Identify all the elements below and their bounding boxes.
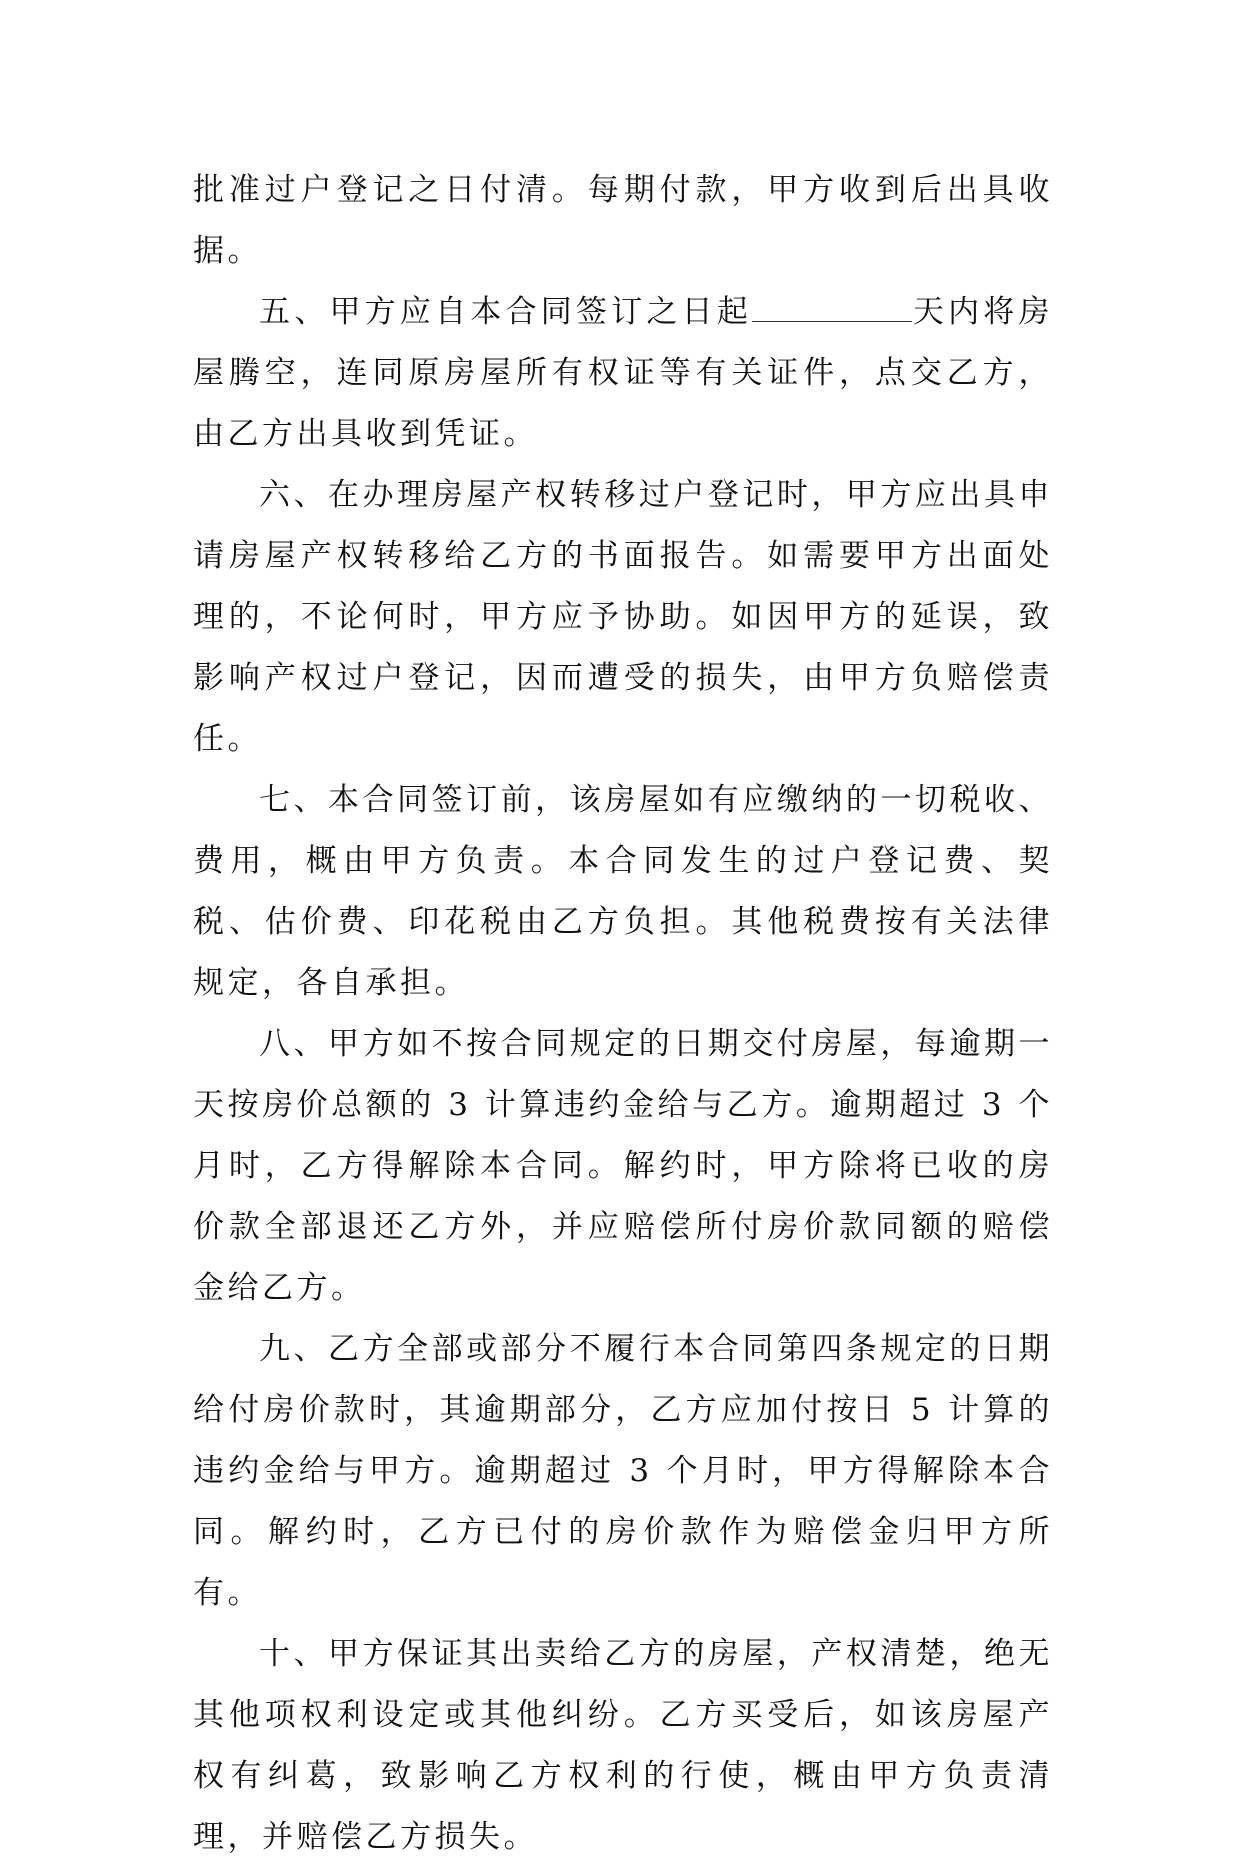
article-5-text-after: 天内将房屋腾空，连同原房屋所有权证等有关证件，点交乙方，由乙方出具收到凭证。 bbox=[193, 294, 1054, 452]
paragraph-article-10: 十、甲方保证其出卖给乙方的房屋，产权清楚，绝无其他项权利设定或其他纠纷。乙方买受后，如该房屋产权有纠葛，致影响乙方权利的行使，概由甲方负责清理，并赔偿乙方损失。 bbox=[193, 1636, 1053, 1855]
paragraph-article-6: 六、在办理房屋产权转移过户登记时，甲方应出具申请房屋产权转移给乙方的书面报告。如需要甲方出面处理的，不论何时，甲方应予协助。如因甲方的延误，致影响产权过户登记，因而遭受的损失，由甲方负赔偿责任。 bbox=[193, 477, 1053, 757]
paragraph-continuation: 批准过户登记之日付清。每期付款，甲方收到后出具收据。 bbox=[193, 172, 1053, 269]
paragraph-article-7: 七、本合同签订前，该房屋如有应缴纳的一切税收、费用，概由甲方负责。本合同发生的过户登记费、契税、估价费、印花税由乙方负担。其他税费按有关法律规定，各自承担。 bbox=[193, 782, 1053, 1001]
paragraph-article-5 bbox=[193, 282, 1053, 465]
paragraph-article-8: 八、甲方如不按合同规定的日期交付房屋，每逾期一天按房价总额的 3 计算违约金给与乙方。逾期超过 3 个月时，乙方得解除本合同。解约时，甲方除将已收的房价款全部退还乙方外，并应赔偿所付房价款同额的赔偿金给乙方。 bbox=[193, 1026, 1053, 1306]
article-5-text-before: 五、甲方应自本合同签订之日起 bbox=[259, 294, 753, 330]
contract-body bbox=[193, 160, 1053, 1868]
blank-days-field bbox=[752, 295, 912, 322]
paragraph-article-9: 九、乙方全部或部分不履行本合同第四条规定的日期给付房价款时，其逾期部分，乙方应加付按日 5 计算的违约金给与甲方。逾期超过 3 个月时，甲方得解除本合同。解约时，乙方已付的房价款作为赔偿金归甲方所有。 bbox=[193, 1331, 1053, 1611]
